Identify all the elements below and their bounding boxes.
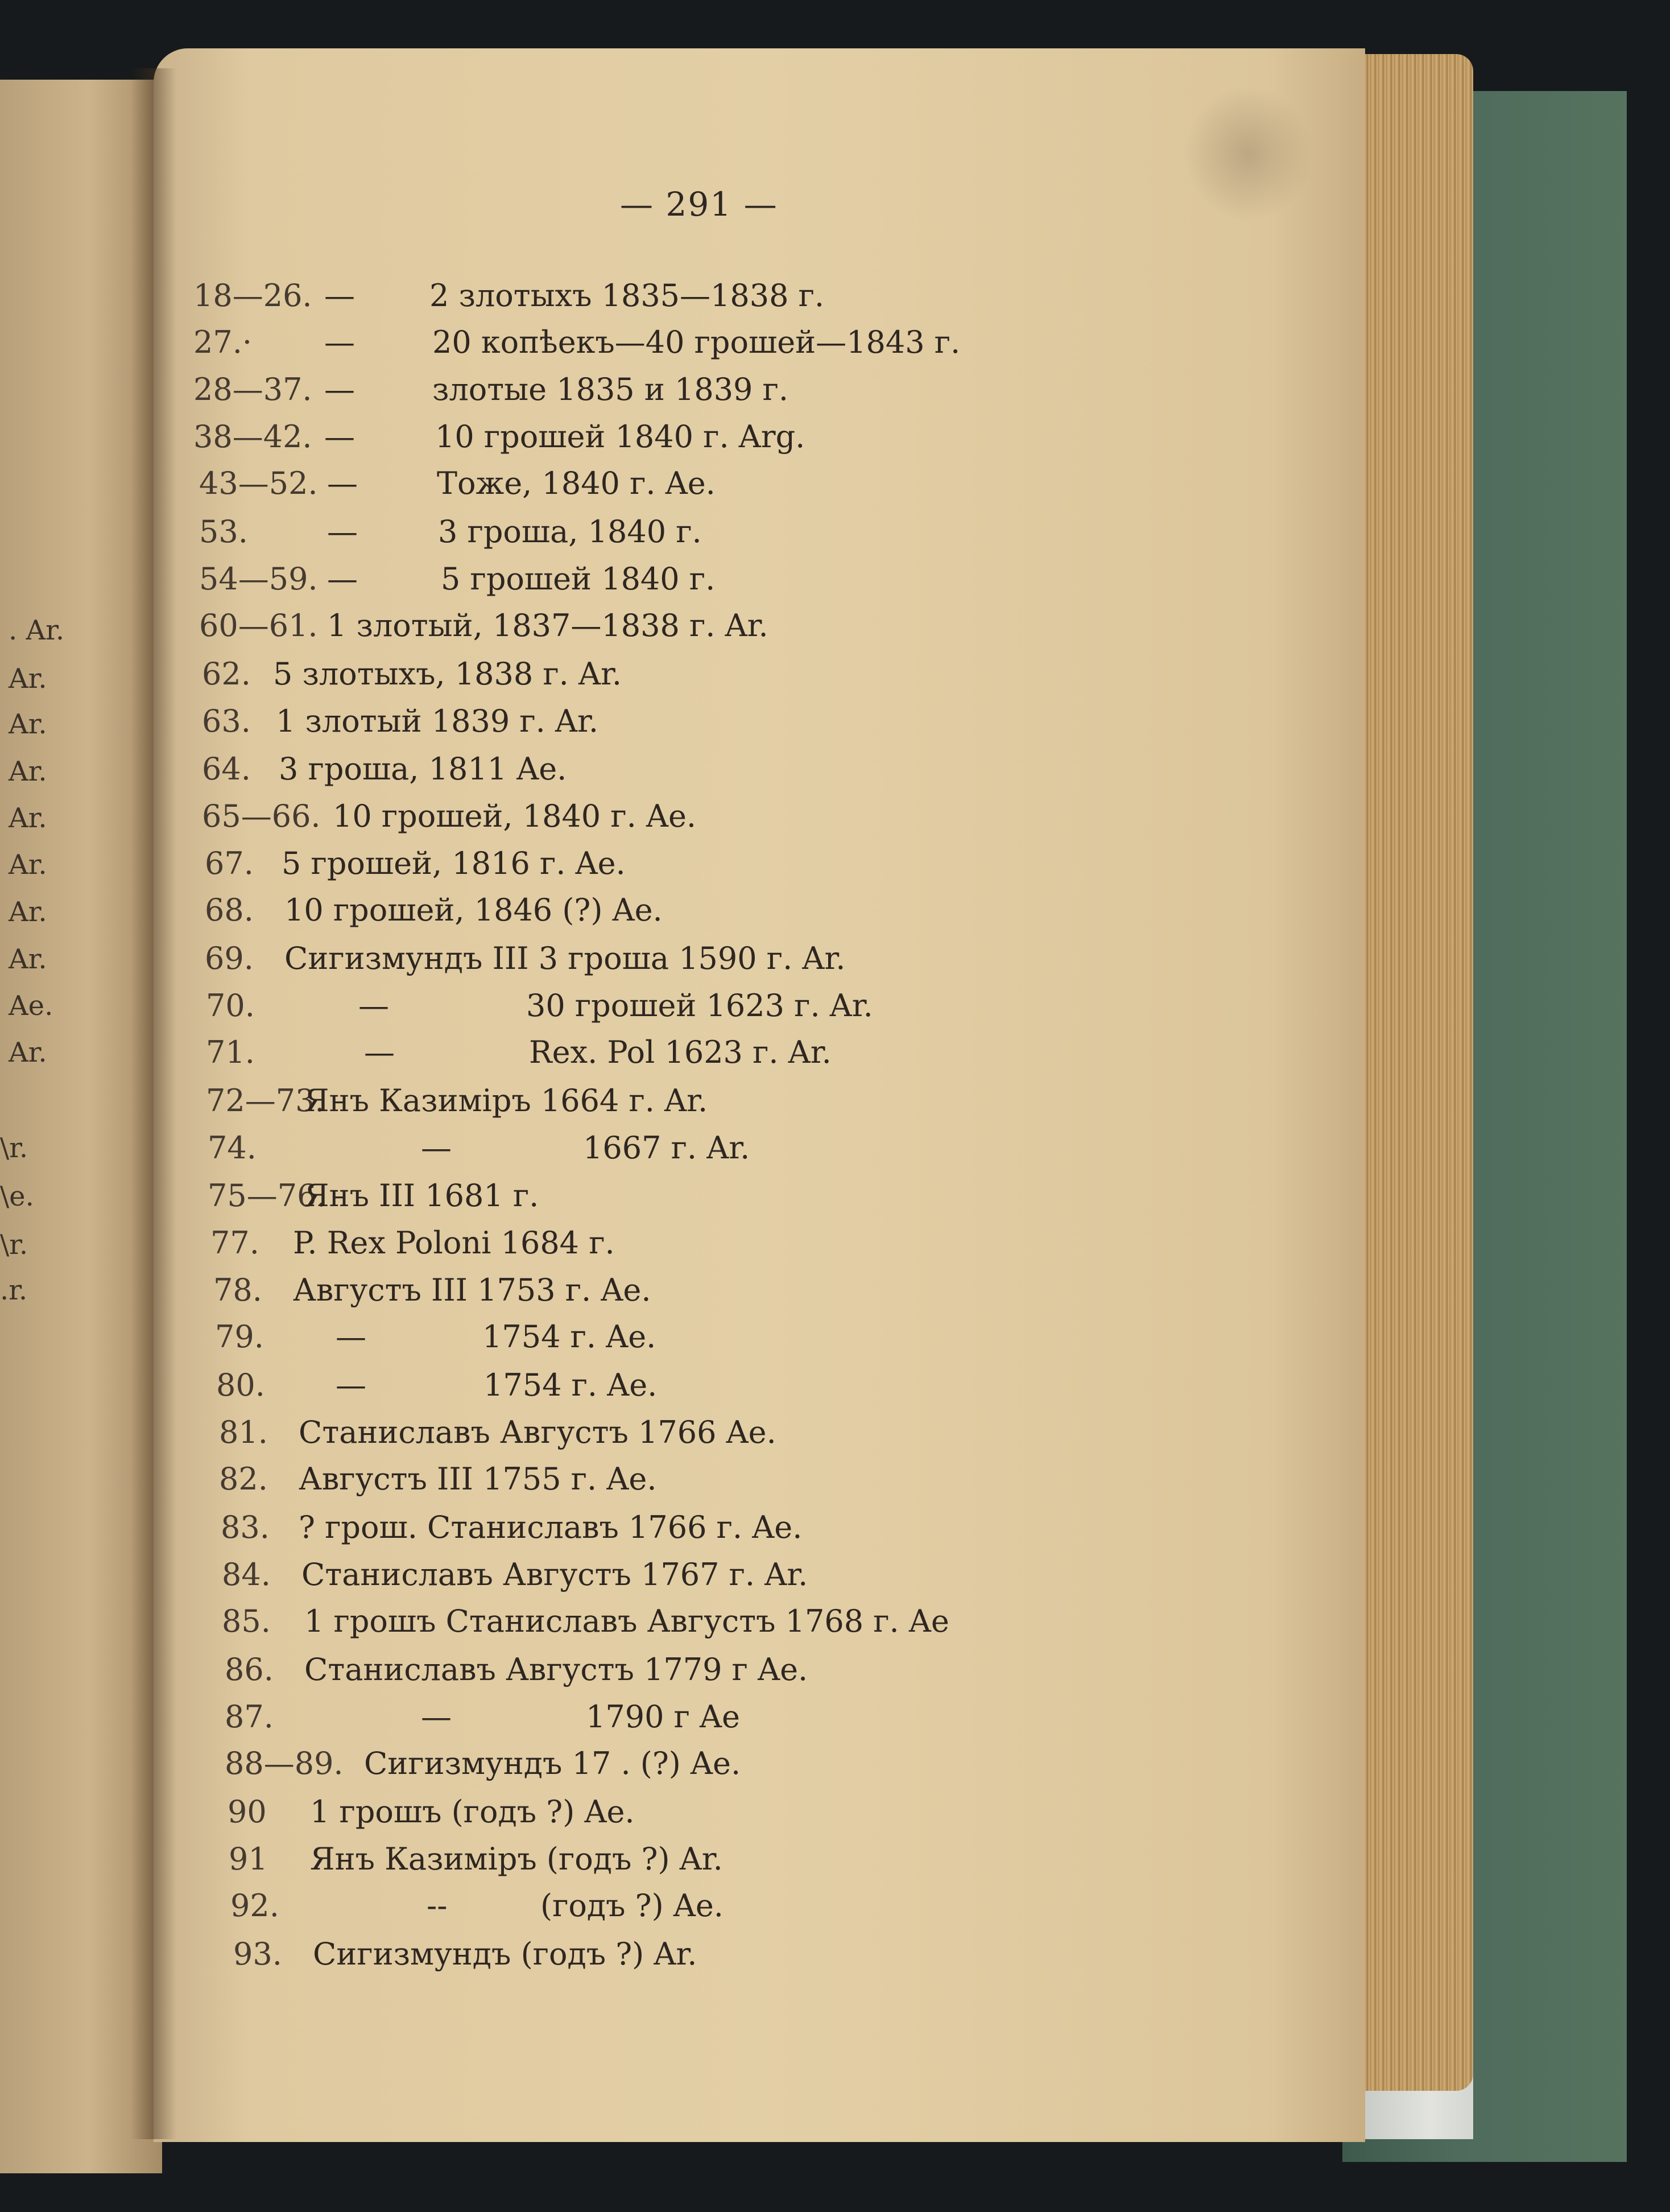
left-page-fragment: Ae.: [9, 990, 53, 1022]
entry-text: 1754 г. Ae.: [482, 1319, 656, 1355]
ditto-dash: --: [427, 1888, 448, 1924]
entry-text: Станиславъ Августъ 1779 г Ae.: [304, 1652, 808, 1687]
left-page-fragment: Ar.: [9, 708, 47, 740]
entry-text: 5 грошей, 1816 г. Ae.: [282, 845, 626, 881]
entry-text: Сигизмундъ (годъ ?) Ar.: [313, 1936, 697, 1972]
entry-text: 3 гроша, 1840 г.: [438, 514, 702, 550]
entry-text: Сигизмундъ III 3 гроша 1590 г. Ar.: [284, 940, 846, 976]
left-page-fragment: \e.: [0, 1181, 34, 1212]
ditto-dash: —: [324, 372, 355, 407]
ditto-dash: —: [327, 561, 358, 597]
left-page-fragment: .r.: [0, 1274, 28, 1306]
entry-text: 3 гроша, 1811 Ae.: [279, 751, 567, 787]
entry-number: 63.: [202, 703, 251, 739]
ditto-dash: —: [327, 465, 358, 501]
entry-text: 1 грошъ (годъ ?) Ae.: [310, 1794, 635, 1830]
entry-number: 78.: [213, 1272, 262, 1308]
entry-number: 77.: [210, 1225, 259, 1261]
entry-text: 5 злотыхъ, 1838 г. Ar.: [273, 656, 622, 692]
entry-text: Августъ III 1753 г. Ae.: [293, 1272, 651, 1308]
entry-number: 62.: [202, 656, 251, 692]
entry-number: 79.: [215, 1319, 264, 1355]
entry-number: 84.: [222, 1557, 271, 1592]
ditto-dash: —: [336, 1319, 366, 1355]
ditto-dash: —: [364, 1034, 395, 1070]
entry-text: Янъ Казиміръ (годъ ?) Ar.: [310, 1841, 723, 1877]
entry-number: 93.: [233, 1936, 282, 1972]
entry-text: 1 злотый 1839 г. Ar.: [276, 703, 599, 739]
entry-number: 88—89.: [225, 1745, 344, 1781]
entry-number: 92.: [230, 1888, 279, 1924]
entry-text: Rex. Pol 1623 г. Ar.: [529, 1034, 832, 1070]
book-gutter: [131, 68, 176, 2139]
ditto-dash: —: [324, 324, 355, 360]
entry-text: Тоже, 1840 г. Ae.: [437, 465, 716, 501]
entry-number: 27.·: [193, 324, 253, 360]
entry-number: 87.: [225, 1699, 274, 1735]
entry-number: 38—42.: [193, 419, 312, 455]
entry-number: 54—59.: [199, 561, 318, 597]
entry-number: 85.: [222, 1603, 271, 1639]
entry-text: P. Rex Poloni 1684 г.: [293, 1225, 615, 1261]
entry-text: 30 грошей 1623 г. Ar.: [526, 988, 873, 1024]
entry-text: 1667 г. Ar.: [583, 1130, 750, 1166]
entry-number: 70.: [206, 988, 255, 1024]
entry-number: 68.: [205, 892, 254, 928]
ditto-dash: —: [327, 514, 358, 550]
entry-text: Августъ III 1755 г. Ae.: [299, 1461, 657, 1497]
ditto-dash: —: [421, 1130, 452, 1166]
left-page-fragment: Ar.: [9, 663, 47, 695]
entry-number: 80.: [216, 1367, 265, 1403]
ditto-dash: —: [324, 278, 355, 313]
entry-number: 83.: [221, 1509, 270, 1545]
entry-text: 1754 г. Ae.: [483, 1367, 658, 1403]
entry-number: 64.: [202, 751, 251, 787]
entry-text: 20 копѣекъ—40 грошей—1843 г.: [432, 324, 961, 360]
ditto-dash: —: [421, 1699, 452, 1735]
entry-text: 10 грошей, 1840 г. Ae.: [333, 798, 697, 834]
entry-text: Станиславъ Августъ 1766 Ae.: [299, 1414, 776, 1450]
entry-number: 43—52.: [199, 465, 318, 501]
entry-number: 69.: [205, 940, 254, 976]
entry-number: 82.: [219, 1461, 268, 1497]
entry-text: Станиславъ Августъ 1767 г. Ar.: [301, 1557, 808, 1592]
entry-text: ? грош. Станиславъ 1766 г. Ae.: [299, 1509, 803, 1545]
entry-text: 10 грошей, 1846 (?) Ae.: [284, 892, 663, 928]
entry-number: 60—61.: [199, 608, 318, 643]
entry-number: 81.: [219, 1414, 268, 1450]
entry-text: злотые 1835 и 1839 г.: [432, 372, 789, 407]
left-page-fragment: Ar.: [9, 943, 47, 975]
entry-number: 28—37.: [193, 372, 312, 407]
entry-number: 65—66.: [202, 798, 321, 834]
entry-number: 90: [228, 1794, 267, 1830]
ditto-dash: —: [324, 419, 355, 455]
entry-text: 5 грошей 1840 г.: [441, 561, 716, 597]
left-page-fragment: Ar.: [9, 1037, 47, 1068]
entry-number: 67.: [205, 845, 254, 881]
entry-text: 1790 г Ae: [586, 1699, 741, 1735]
page-edges: [1354, 54, 1473, 2091]
entry-text: 1 грошъ Станиславъ Августъ 1768 г. Ae: [304, 1603, 949, 1639]
left-page-fragment: \r.: [0, 1132, 28, 1164]
entry-number: 71.: [206, 1034, 255, 1070]
left-page-fragment: Ar.: [9, 802, 47, 834]
left-page-fragment: Ar.: [9, 756, 47, 787]
entry-number: 75—76.: [208, 1178, 326, 1214]
page-stain: [1183, 85, 1314, 222]
entry-text: 10 грошей 1840 г. Arg.: [435, 419, 805, 455]
ditto-dash: —: [358, 988, 389, 1024]
entry-number: 74.: [208, 1130, 257, 1166]
entry-text: 1 злотый, 1837—1838 г. Ar.: [327, 608, 768, 643]
entry-text: Янъ Казиміръ 1664 г. Ar.: [304, 1083, 708, 1119]
entry-text: Сигизмундъ 17 . (?) Ae.: [364, 1745, 741, 1781]
left-page-fragment: Ar.: [9, 896, 47, 928]
entry-number: 91: [229, 1841, 268, 1877]
entry-text: 2 злотыхъ 1835—1838 г.: [429, 278, 825, 313]
entry-text: Янъ III 1681 г.: [304, 1178, 539, 1214]
entry-text: (годъ ?) Ae.: [540, 1888, 724, 1924]
ditto-dash: —: [336, 1367, 366, 1403]
entry-number: 86.: [225, 1652, 274, 1687]
left-page-fragment: Ar.: [9, 849, 47, 881]
left-page-fragment: \r.: [0, 1229, 28, 1261]
left-page-fragment: . Ar.: [9, 614, 65, 646]
entry-number: 53.: [199, 514, 248, 550]
page-number: — 291 —: [620, 185, 778, 224]
entry-number: 18—26.: [193, 278, 312, 313]
entry-number: 72—73.: [206, 1083, 325, 1119]
